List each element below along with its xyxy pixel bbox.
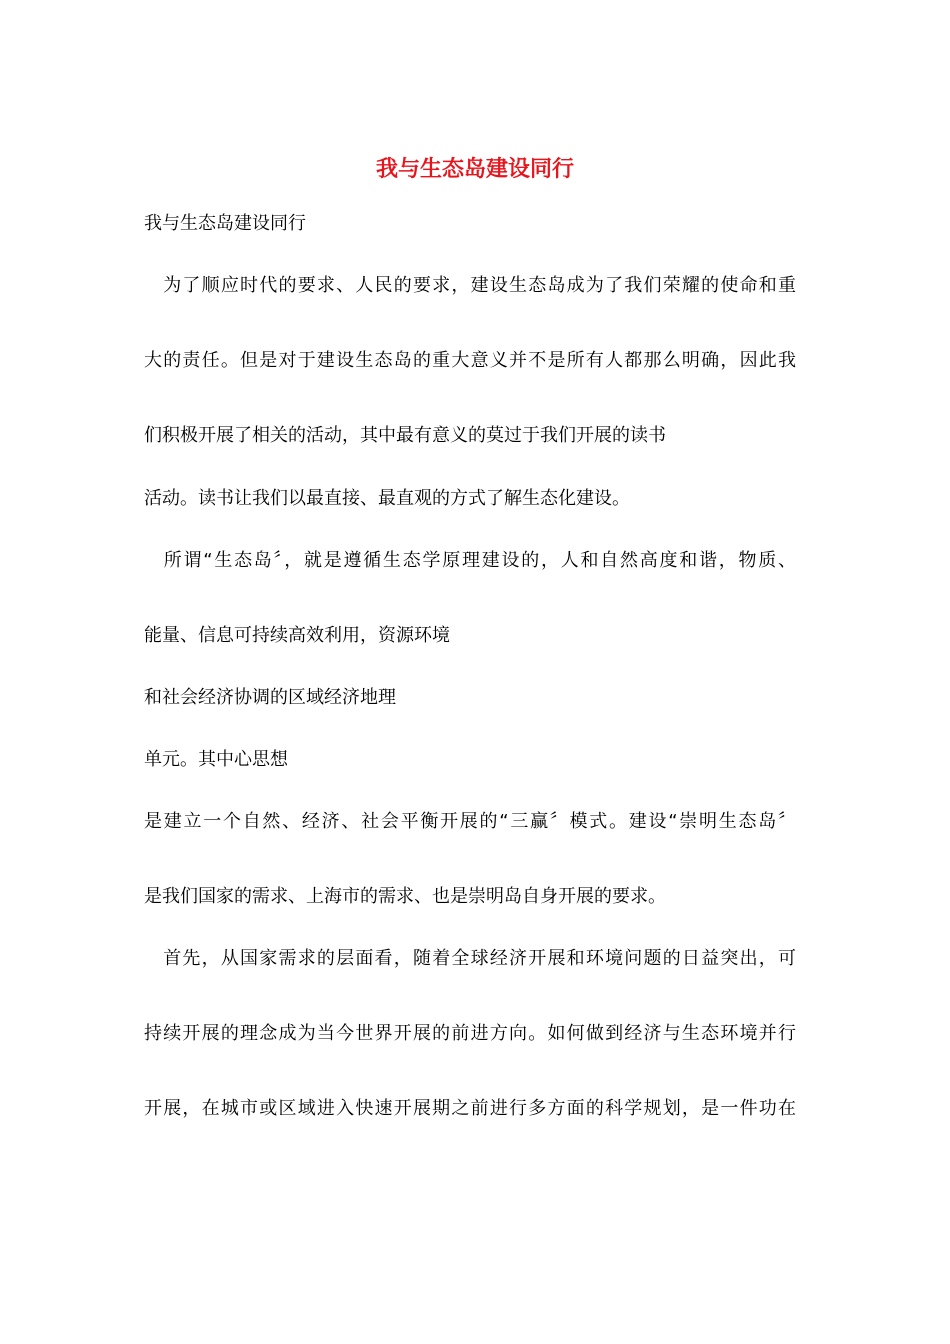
- text-line: 单元。其中心思想: [144, 749, 288, 770]
- text-line: 和社会经济协调的区域经济地理: [144, 687, 396, 708]
- text-line: 们积极开展了相关的活动，其中最有意义的莫过于我们开展的读书: [144, 425, 666, 446]
- text-line: 首先，从国家需求的层面看，随着全球经济开展和环境问题的日益突出，可: [144, 948, 796, 969]
- text-line: 是建立一个自然、经济、社会平衡开展的“三赢〞模式。建设“崇明生态岛〞: [144, 811, 796, 832]
- text-line: 大的责任。但是对于建设生态岛的重大意义并不是所有人都那么明确，因此我: [144, 350, 796, 371]
- text-line: 开展，在城市或区域进入快速开展期之前进行多方面的科学规划，是一件功在: [144, 1098, 796, 1119]
- text-line: 我与生态岛建设同行: [144, 213, 306, 234]
- text-line: 为了顺应时代的要求、人民的要求，建设生态岛成为了我们荣耀的使命和重: [144, 275, 796, 296]
- text-line: 能量、信息可持续高效利用，资源环境: [144, 625, 450, 646]
- text-line: 活动。读书让我们以最直接、最直观的方式了解生态化建设。: [144, 488, 630, 509]
- text-line: 是我们国家的需求、上海市的需求、也是崇明岛自身开展的要求。: [144, 886, 666, 907]
- page-title: 我与生态岛建设同行: [375, 156, 574, 182]
- text-line: 所谓“生态岛〞，就是遵循生态学原理建设的，人和自然高度和谐，物质、: [144, 550, 796, 571]
- text-line: 持续开展的理念成为当今世界开展的前进方向。如何做到经济与生态环境并行: [144, 1023, 796, 1044]
